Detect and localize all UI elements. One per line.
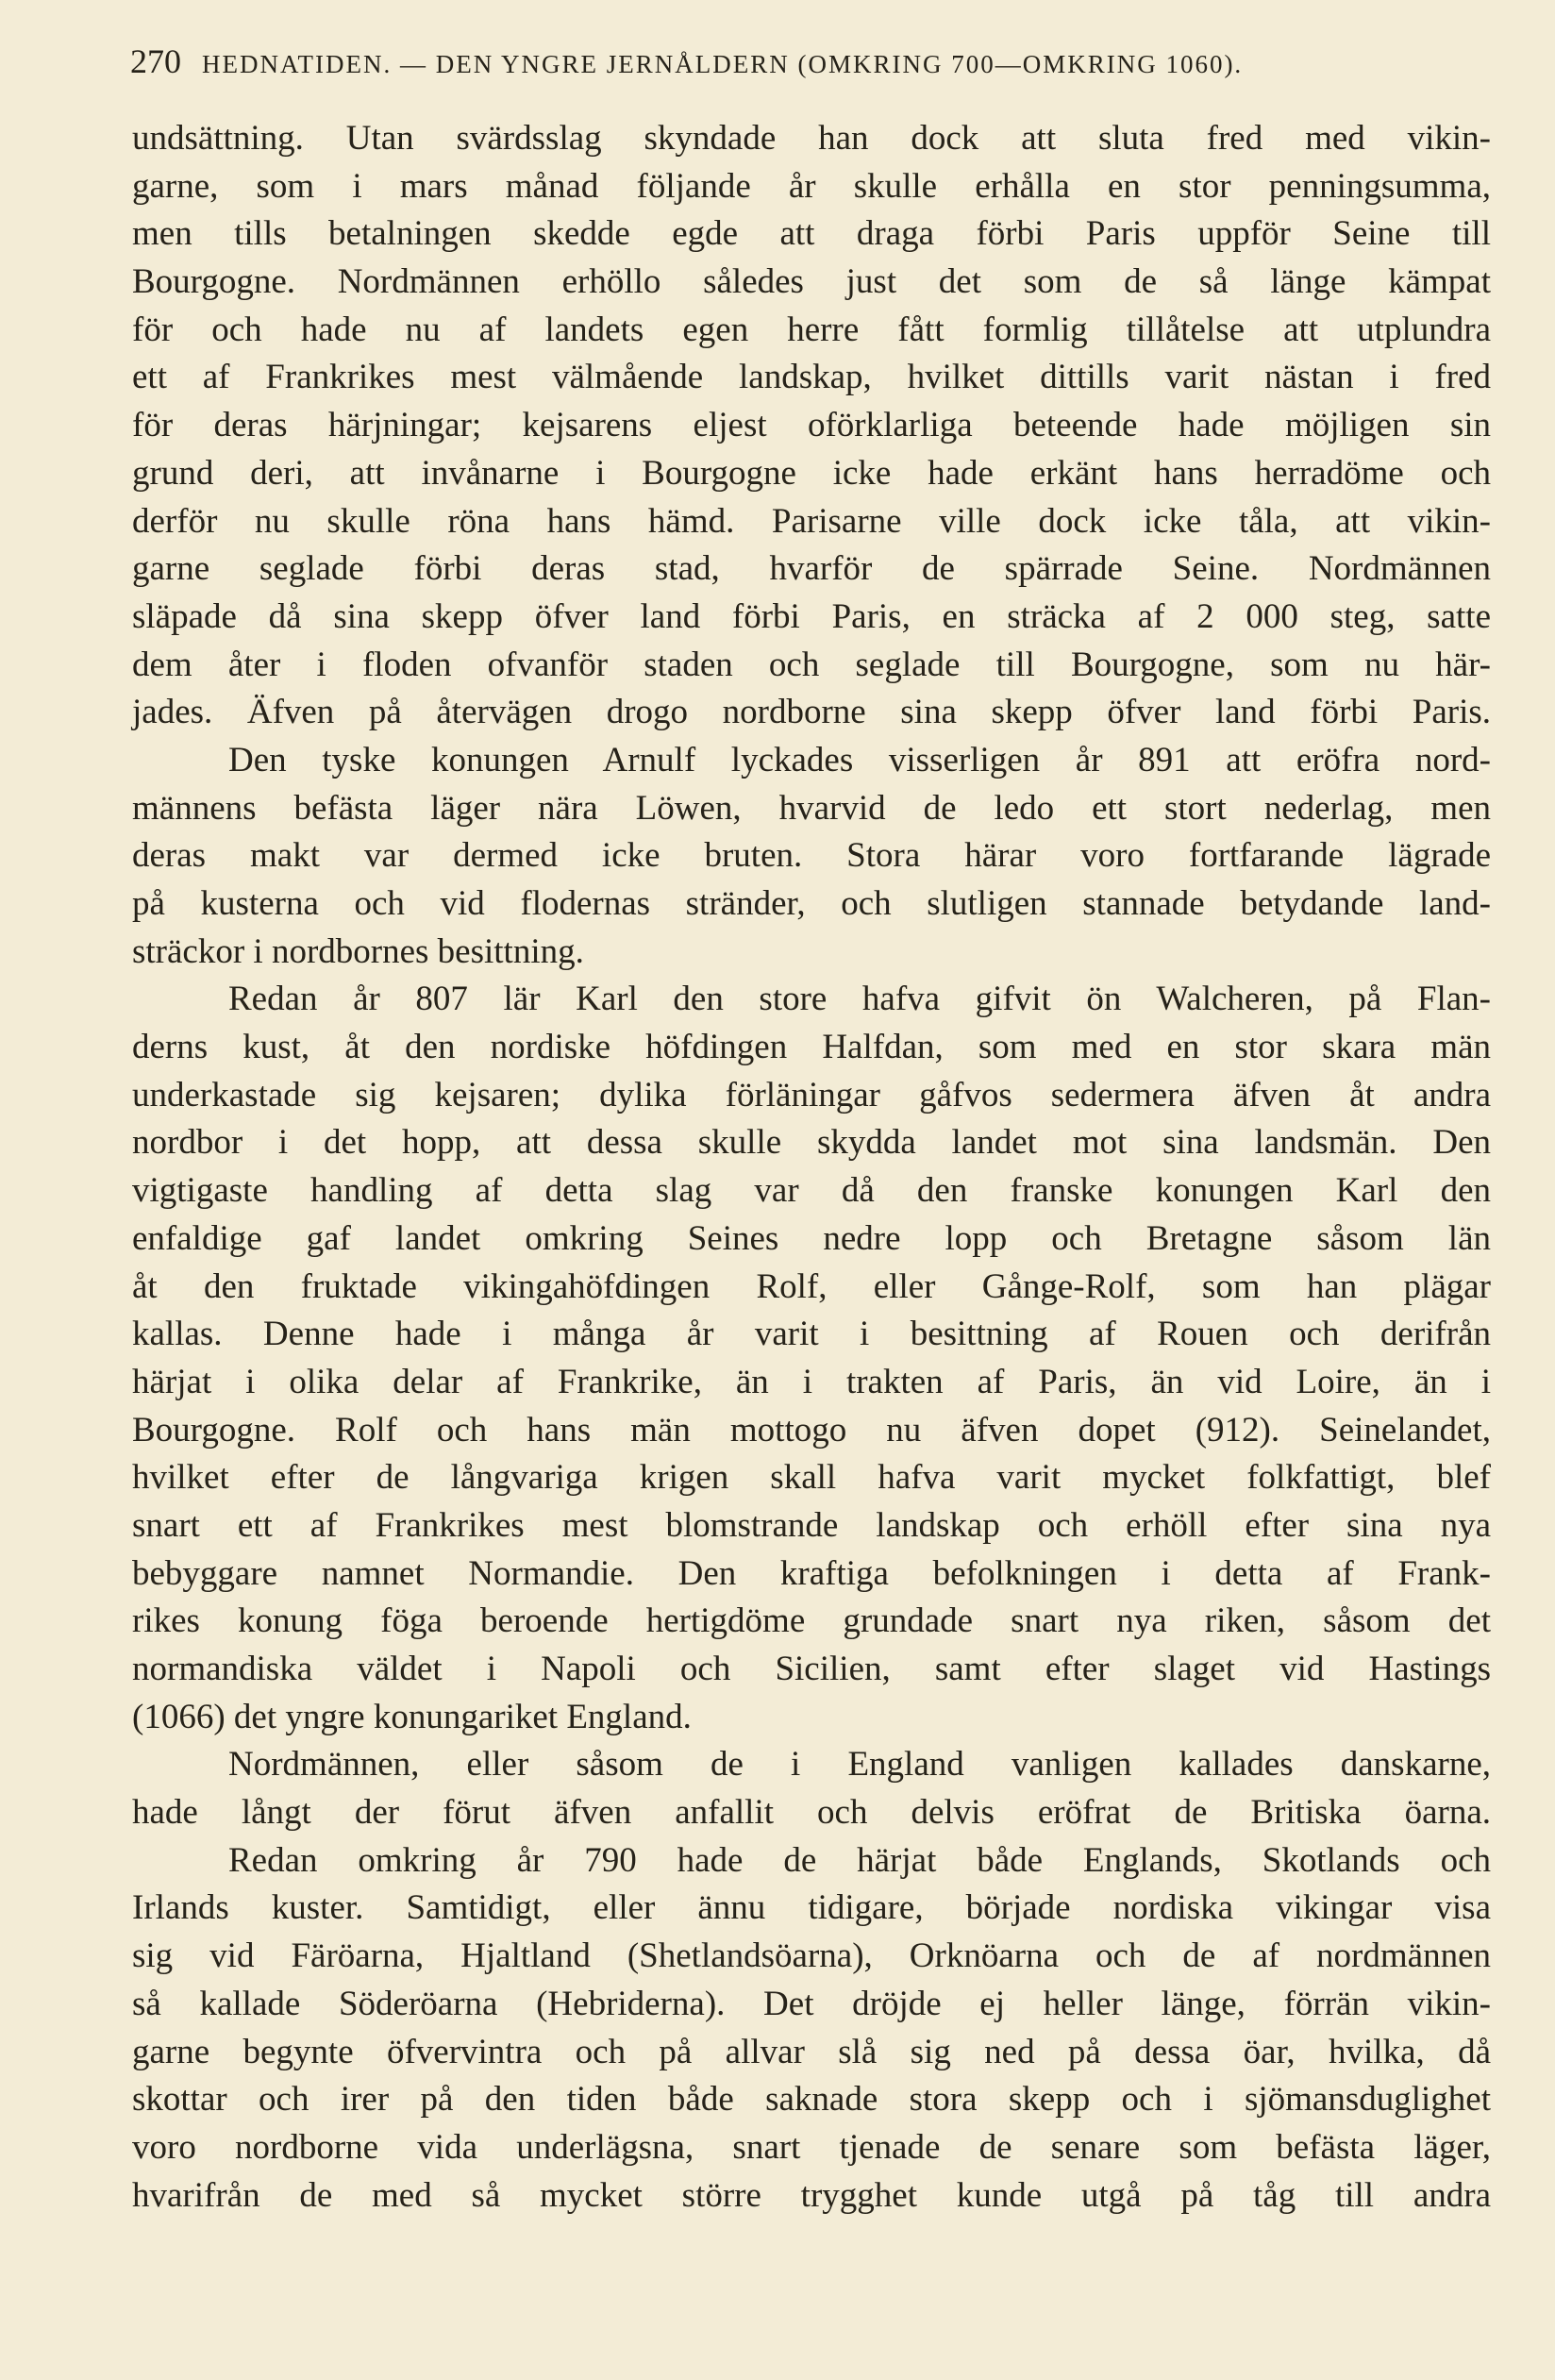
text-line: garne, som i mars månad följande år skulle erhålla en stor penningsumma,: [132, 166, 1491, 206]
text-line: Bourgogne. Rolf och hans män mottogo nu äfven dopet (912). Seinelandet,: [132, 1410, 1491, 1450]
text-line: (1066) det yngre konungariket England.: [132, 1697, 692, 1736]
text-line: släpade då sina skepp öfver land förbi Paris, en sträcka af 2 000 steg, satte: [132, 596, 1491, 636]
text-line: sig vid Färöarna, Hjaltland (Shetlandsöarna), Orknöarna och de af nordmännen: [132, 1936, 1491, 1976]
text-line: åt den fruktade vikingahöfdingen Rolf, eller Gånge-Rolf, som han plägar: [132, 1266, 1491, 1306]
text-line: bebyggare namnet Normandie. Den kraftiga befolkningen i detta af Frank-: [132, 1553, 1491, 1593]
text-line: Den tyske konungen Arnulf lyckades visserligen år 891 att eröfra nord-: [228, 740, 1491, 779]
text-line: normandiska väldet i Napoli och Sicilien, samt efter slaget vid Hastings: [132, 1650, 1491, 1688]
text-line: vigtigaste handling af detta slag var då den franske konungen Karl den: [132, 1171, 1491, 1211]
text-line: jades. Äfven på återvägen drogo nordborne sina skepp öfver land förbi Paris.: [132, 693, 1491, 732]
text-line: derns kust, åt den nordiske höfdingen Halfdan, som med en stor skara män: [132, 1028, 1491, 1067]
text-line: garne seglade förbi deras stad, hvarför de spärrade Seine. Nordmännen: [132, 549, 1491, 589]
text-line: härjat i olika delar af Frankrike, än i trakten af Paris, än vid Loire, än i: [132, 1362, 1491, 1401]
text-line: underkastade sig kejsaren; dylika förläningar gåfvos sedermera äfven åt andra: [132, 1075, 1491, 1115]
text-line: voro nordborne vida underlägsna, snart tjenade de senare som befästa läger,: [132, 2127, 1491, 2167]
text-line: så kallade Söderöarna (Hebriderna). Det dröjde ej heller länge, förrän vikin-: [132, 1984, 1491, 2023]
text-line: hvarifrån de med så mycket större trygghet kunde utgå på tåg till andra: [132, 2175, 1491, 2215]
text-line: snart ett af Frankrikes mest blomstrande landskap och erhöll efter sina nya: [132, 1505, 1491, 1545]
running-title: HEDNATIDEN. — DEN YNGRE JERNÅLDERN (OMKRING 700—OMKRING 1060).: [202, 50, 1244, 78]
text-line: för och hade nu af landets egen herre fått formlig tillåtelse att utplundra: [132, 310, 1491, 349]
text-line: männens befästa läger nära Löwen, hvarvid de ledo ett stort nederlag, men: [132, 788, 1491, 828]
text-line: Irlands kuster. Samtidigt, eller ännu tidigare, började nordiska vikingar visa: [132, 1888, 1491, 1928]
text-line: enfaldige gaf landet omkring Seines nedre lopp och Bretagne såsom län: [132, 1218, 1491, 1258]
text-line: Redan år 807 lär Karl den store hafva gifvit ön Walcheren, på Flan-: [228, 980, 1491, 1019]
body-text: [132, 115, 1491, 2220]
text-line: Bourgogne. Nordmännen erhöllo således just det som de så länge kämpat: [132, 262, 1491, 302]
text-line: Redan omkring år 790 hade de härjat både Englands, Skotlands och: [228, 1840, 1491, 1880]
text-line: skottar och irer på den tiden både saknade stora skepp och i sjömansduglighet: [132, 2080, 1491, 2120]
text-line: deras makt var dermed icke bruten. Stora härar voro fortfarande lägrade: [132, 836, 1491, 876]
text-line: nordbor i det hopp, att dessa skulle skydda landet mot sina landsmän. Den: [132, 1123, 1491, 1163]
text-line: för deras härjningar; kejsarens eljest oförklarliga beteende hade möjligen sin: [132, 406, 1491, 445]
page-number: 270: [130, 42, 181, 80]
text-line: på kusterna och vid flodernas stränder, och slutligen stannade betydande land-: [132, 884, 1491, 923]
text-line: Nordmännen, eller såsom de i England vanligen kallades danskarne,: [228, 1745, 1491, 1785]
text-line: derför nu skulle röna hans hämd. Parisarne ville dock icke tåla, att vikin-: [132, 501, 1491, 541]
text-line: hvilket efter de långvariga krigen skall hafva varit mycket folkfattigt, blef: [132, 1458, 1491, 1498]
text-line: rikes konung föga beroende hertigdöme grundade snart nya riken, såsom det: [132, 1601, 1491, 1641]
text-line: sträckor i nordbornes besittning.: [132, 931, 584, 971]
text-line: kallas. Denne hade i många år varit i besittning af Rouen och derifrån: [132, 1315, 1491, 1354]
text-line: undsättning. Utan svärdsslag skyndade han dock att sluta fred med vikin-: [132, 119, 1491, 158]
text-line: grund deri, att invånarne i Bourgogne icke hade erkänt hans herradöme och: [132, 453, 1491, 493]
text-line: garne begynte öfvervintra och på allvar slå sig ned på dessa öar, hvilka, då: [132, 2032, 1491, 2071]
page-header: [130, 42, 1489, 89]
text-line: hade långt der förut äfven anfallit och delvis eröfrat de Britiska öarna.: [132, 1793, 1491, 1833]
text-line: ett af Frankrikes mest välmående landskap, hvilket dittills varit nästan i fred: [132, 358, 1491, 397]
text-line: men tills betalningen skedde egde att draga förbi Paris uppför Seine till: [132, 214, 1491, 254]
text-line: dem åter i floden ofvanför staden och seglade till Bourgogne, som nu här-: [132, 645, 1491, 684]
